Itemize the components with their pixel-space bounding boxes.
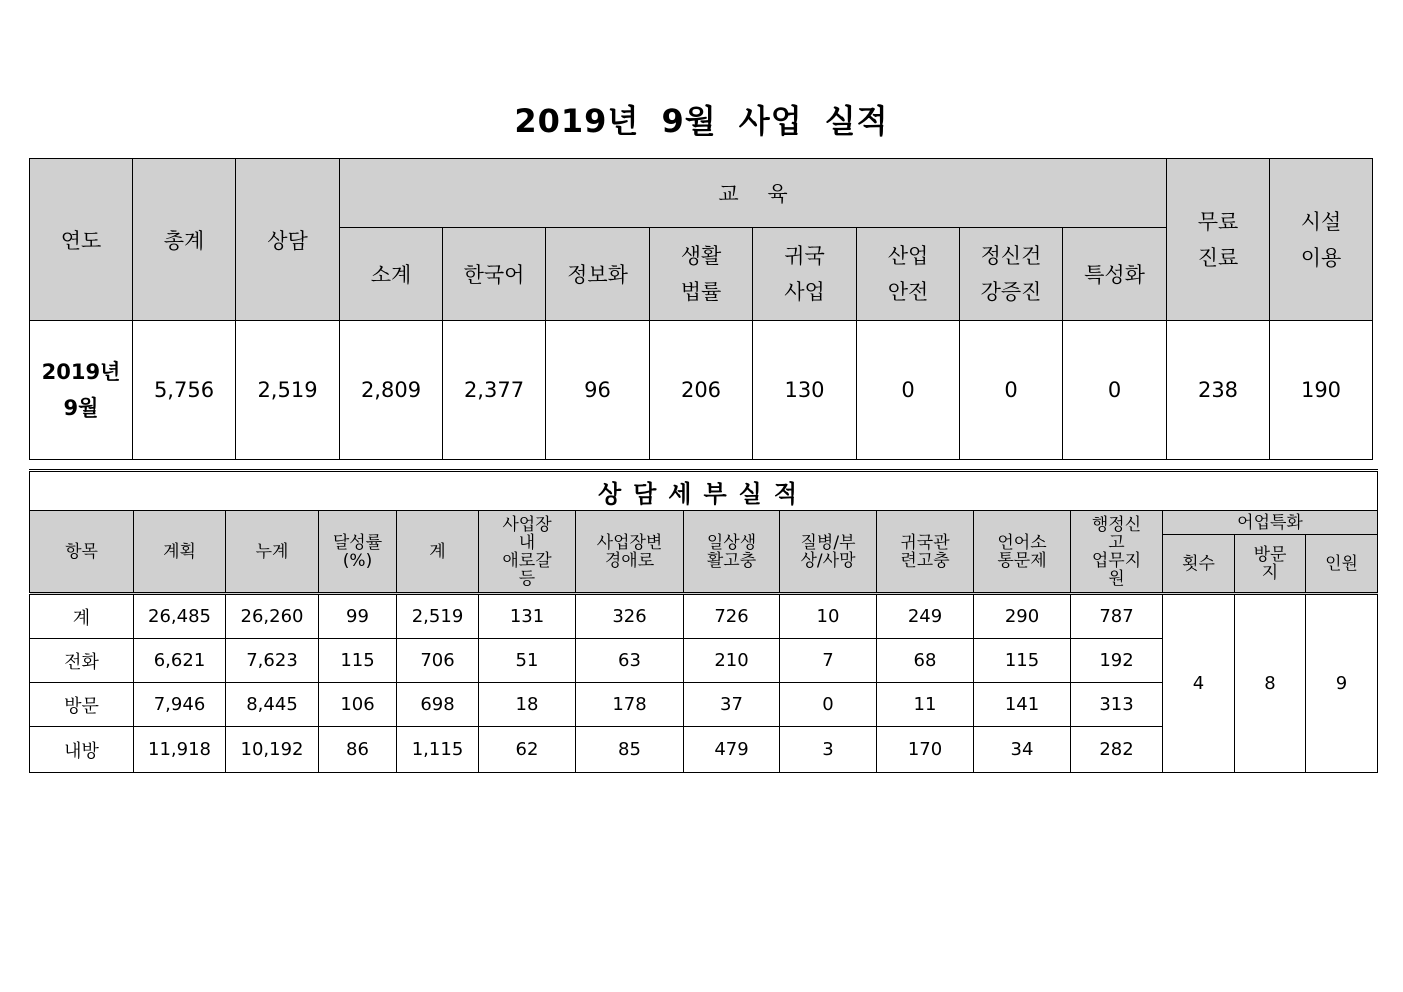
- cell-free-medical: 238: [1167, 321, 1270, 460]
- cell-language: 115: [974, 639, 1071, 683]
- row-label: 전화: [30, 639, 134, 683]
- header-facility: 시설 이용: [1270, 159, 1373, 321]
- header-count: 횟수: [1163, 535, 1235, 594]
- row-year: 2019년 9월: [30, 321, 133, 460]
- cell-illness: 10: [780, 594, 877, 639]
- cell-life-law: 206: [650, 321, 753, 460]
- detail-table: [29, 469, 1378, 773]
- header-education: 교 육: [340, 159, 1167, 228]
- cell-workplace-change: 85: [576, 727, 684, 773]
- cell-special: 0: [1063, 321, 1167, 460]
- cell-fishery-visit-place: 8: [1235, 594, 1306, 773]
- cell-admin: 313: [1071, 683, 1163, 727]
- cell-fishery-people: 9: [1306, 594, 1378, 773]
- header-workplace-conflict: 사업장 내 애로갈 등: [479, 511, 576, 594]
- summary-table: [29, 158, 1373, 460]
- cell-sum: 2,519: [397, 594, 479, 639]
- cell-rate: 106: [319, 683, 397, 727]
- cell-workplace-conflict: 62: [479, 727, 576, 773]
- cell-cumulative: 8,445: [226, 683, 319, 727]
- header-item: 항목: [30, 511, 134, 594]
- cell-workplace-change: 63: [576, 639, 684, 683]
- cell-admin: 192: [1071, 639, 1163, 683]
- summary-row: [30, 321, 1373, 460]
- header-return-issue: 귀국관 련고충: [877, 511, 974, 594]
- cell-counsel: 2,519: [236, 321, 340, 460]
- cell-workplace-conflict: 131: [479, 594, 576, 639]
- detail-banner: 상담세부실적: [30, 471, 1378, 511]
- cell-daily-life: 479: [684, 727, 780, 773]
- cell-illness: 7: [780, 639, 877, 683]
- cell-sum: 698: [397, 683, 479, 727]
- cell-plan: 7,946: [134, 683, 226, 727]
- header-mental-health: 정신건 강증진: [960, 228, 1063, 321]
- cell-admin: 282: [1071, 727, 1163, 773]
- cell-korean: 2,377: [443, 321, 546, 460]
- cell-return: 130: [753, 321, 857, 460]
- row-label: 내방: [30, 727, 134, 773]
- row-label: 계: [30, 594, 134, 639]
- header-year: 연도: [30, 159, 133, 321]
- header-sum: 계: [397, 511, 479, 594]
- cell-illness: 0: [780, 683, 877, 727]
- cell-rate: 86: [319, 727, 397, 773]
- cell-workplace-conflict: 18: [479, 683, 576, 727]
- header-workplace-change: 사업장변 경애로: [576, 511, 684, 594]
- cell-daily-life: 210: [684, 639, 780, 683]
- cell-rate: 99: [319, 594, 397, 639]
- header-daily-life: 일상생 활고충: [684, 511, 780, 594]
- cell-plan: 11,918: [134, 727, 226, 773]
- header-free-medical: 무료 진료: [1167, 159, 1270, 321]
- cell-workplace-change: 326: [576, 594, 684, 639]
- header-counsel: 상담: [236, 159, 340, 321]
- header-visit-place: 방문 지: [1235, 535, 1306, 594]
- cell-return-issue: 170: [877, 727, 974, 773]
- cell-facility: 190: [1270, 321, 1373, 460]
- header-plan: 계획: [134, 511, 226, 594]
- cell-illness: 3: [780, 727, 877, 773]
- header-rate: 달성률 (%): [319, 511, 397, 594]
- cell-subtotal: 2,809: [340, 321, 443, 460]
- cell-sum: 706: [397, 639, 479, 683]
- cell-cumulative: 10,192: [226, 727, 319, 773]
- cell-workplace-conflict: 51: [479, 639, 576, 683]
- table-row: [30, 594, 1378, 639]
- cell-language: 290: [974, 594, 1071, 639]
- cell-safety: 0: [857, 321, 960, 460]
- cell-cumulative: 7,623: [226, 639, 319, 683]
- header-safety: 산업 안전: [857, 228, 960, 321]
- cell-it: 96: [546, 321, 650, 460]
- page-title: 2019년 9월 사업 실적: [514, 102, 889, 140]
- cell-rate: 115: [319, 639, 397, 683]
- cell-admin: 787: [1071, 594, 1163, 639]
- header-illness: 질병/부 상/사망: [780, 511, 877, 594]
- cell-language: 141: [974, 683, 1071, 727]
- header-people: 인원: [1306, 535, 1378, 594]
- row-label: 방문: [30, 683, 134, 727]
- cell-mental-health: 0: [960, 321, 1063, 460]
- cell-language: 34: [974, 727, 1071, 773]
- cell-sum: 1,115: [397, 727, 479, 773]
- header-language: 언어소 통문제: [974, 511, 1071, 594]
- header-it: 정보화: [546, 228, 650, 321]
- cell-return-issue: 11: [877, 683, 974, 727]
- cell-cumulative: 26,260: [226, 594, 319, 639]
- cell-daily-life: 37: [684, 683, 780, 727]
- cell-plan: 26,485: [134, 594, 226, 639]
- header-special: 특성화: [1063, 228, 1167, 321]
- header-subtotal: 소계: [340, 228, 443, 321]
- cell-return-issue: 249: [877, 594, 974, 639]
- header-life-law: 생활 법률: [650, 228, 753, 321]
- cell-total: 5,756: [133, 321, 236, 460]
- header-admin: 행정신 고 업무지 원: [1071, 511, 1163, 594]
- header-return: 귀국 사업: [753, 228, 857, 321]
- cell-plan: 6,621: [134, 639, 226, 683]
- header-cumulative: 누계: [226, 511, 319, 594]
- cell-daily-life: 726: [684, 594, 780, 639]
- header-korean: 한국어: [443, 228, 546, 321]
- cell-return-issue: 68: [877, 639, 974, 683]
- header-total: 총계: [133, 159, 236, 321]
- header-fishery: 어업특화: [1163, 511, 1378, 535]
- cell-fishery-count: 4: [1163, 594, 1235, 773]
- cell-workplace-change: 178: [576, 683, 684, 727]
